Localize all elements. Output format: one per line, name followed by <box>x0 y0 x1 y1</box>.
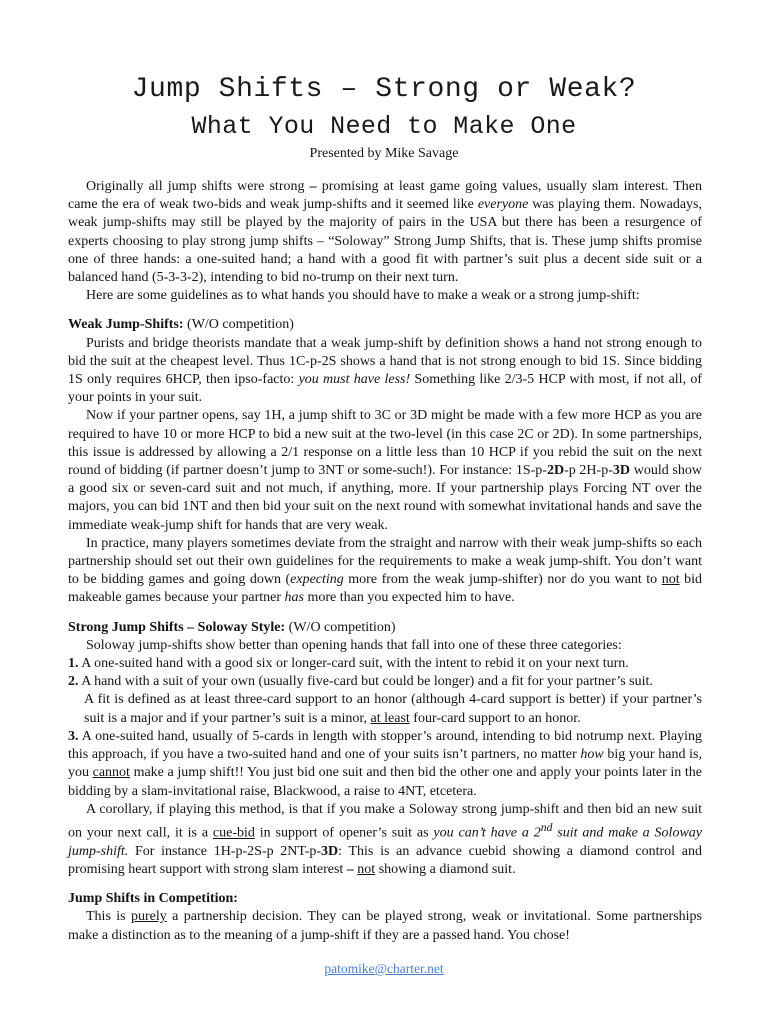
heading-qualifier: (W/O competition) <box>285 619 396 635</box>
document-title: Jump Shifts – Strong or Weak? <box>131 74 637 105</box>
text-run: more from the weak jump-shifter) nor do you want to <box>343 572 662 588</box>
footer <box>0 961 768 977</box>
category-item-1 <box>68 655 702 673</box>
emphasis-text: you must have less! <box>298 372 411 388</box>
weak-paragraph-3 <box>68 535 702 608</box>
emphasis-text: how <box>580 747 604 763</box>
text-run: This is <box>86 909 132 925</box>
text-run: showing a diamond suit. <box>375 861 516 877</box>
corollary-paragraph <box>68 801 702 879</box>
item-number: 1. <box>68 656 79 672</box>
text-run: in support of opener’s suit as <box>254 825 434 841</box>
text-run: – <box>346 861 354 877</box>
text-run: more than you expected him to have. <box>303 590 515 606</box>
emphasis-text: has <box>284 590 304 606</box>
bid-bold: 3D <box>321 843 339 859</box>
intro-paragraph <box>68 178 702 287</box>
underlined-text: not <box>357 861 376 877</box>
section-heading-competition <box>68 890 702 908</box>
document-subtitle: What You Need to Make One <box>191 112 577 141</box>
text-run: promising at least game going values, usually slam interest. Then came the era of weak two-bids and weak jump-shifts and it seemed like <box>68 179 702 213</box>
item-number: 2. <box>68 674 79 690</box>
heading-text: Weak Jump-Shifts: <box>68 317 184 333</box>
email-link[interactable]: patomike@charter.net <box>324 961 444 976</box>
text-run: A fit is defined as at least three-card support to an honor (although 4-card support is better) if your partner’s suit is a major and if your partner’s suit is a minor, <box>84 692 702 726</box>
emphasis-text: everyone <box>477 197 529 213</box>
underlined-text: cannot <box>92 765 130 781</box>
bid-bold: 3D <box>612 463 630 479</box>
section-heading-strong <box>68 619 702 637</box>
underlined-text: at least <box>370 710 410 726</box>
underlined-text: cue-bid <box>212 825 255 841</box>
underlined-text: not <box>661 572 680 588</box>
category-item-2 <box>68 673 702 691</box>
text-run: -p 2H-p- <box>564 463 613 479</box>
category-item-3 <box>68 728 702 801</box>
text-run: For instance 1H-p-2S-p 2NT-p- <box>128 843 322 859</box>
category-item-2-detail <box>68 691 702 727</box>
text-run: – <box>309 179 317 194</box>
heading-text: Jump Shifts in Competition: <box>68 891 238 907</box>
strong-intro: Soloway jump-shifts show better than opening hands that fall into one of these three categories: <box>86 637 622 653</box>
text-run: was playing them. Nowadays, weak jump-shifts may still be played by the majority of pairs in the USA but there has been a resurgence of experts choosing to play strong jump shifts – “Soloway” Strong Jump Shifts, that is. These jump shifts promise one of three hands: a one-suited hand; a hand with a good fit with partner’s suit plus a decent side suit or a balanced hand (5-3-3-2), intending to bid no-trump on their next turn. <box>68 197 703 286</box>
item-number: 3. <box>68 728 79 744</box>
underlined-text: purely <box>131 909 167 925</box>
text-run: Purists and bridge theorists mandate that a weak jump-shift by definition shows a hand not strong enough to bid the suit at the cheapest level. Thus 1C-p-2S shows a hand that is not strong enough to bid 1S. Since bidding 1S only requires 6HCP, then ipso-facto: <box>68 335 702 388</box>
text-run: four-card support to an honor. <box>409 710 581 726</box>
text-run: a partnership decision. They can be played strong, weak or invitational. Some partnerships make a distinction as to the meaning of a jump-shift if they are a passed hand. You chose! <box>68 909 702 943</box>
weak-paragraph-2 <box>68 407 702 534</box>
text-run: make a jump shift!! You just bid one suit and then bid the other one and apply your points later in the bidding by a slam-invitational raise, Blackwood, a raise to 4NT, etcetera. <box>68 765 703 799</box>
byline: Presented by Mike Savage <box>309 146 459 161</box>
text-run: Something like 2/3-5 HCP with most, if not all, of your points in your suit. <box>68 372 702 406</box>
emphasis-text: you can’t have a 2 <box>433 825 541 841</box>
heading-text: Strong Jump Shifts – Soloway Style: <box>68 619 286 635</box>
emphasis-text: expecting <box>290 572 344 588</box>
text-run: : This is an advance cuebid showing a diamond control and promising heart support with strong slam interest <box>68 843 702 877</box>
text-run: In practice, many players sometimes deviate from the straight and narrow with their weak jump-shifts so each partnership should set out their own guidelines for the requirements to make a weak jump-shift. You don’t want to be bidding games and going down ( <box>68 535 702 588</box>
text-run: would show a good six or seven-card suit and not much, if anything, more. If your partnership plays Forcing NT over the majors, you can bid 1NT and then bid your suit on the next round with somewhat invitational hands and save the immediate weak-jump shift for hands that are very weak. <box>68 463 702 533</box>
document-body <box>68 178 702 945</box>
section-heading-weak <box>68 316 702 334</box>
bid-bold: 2D <box>546 463 565 479</box>
superscript-text: nd <box>540 820 553 834</box>
intro-guidelines-paragraph: Here are some guidelines as to what hands you should have to make a weak or a strong jump-shift: <box>86 288 640 304</box>
text-run: A corollary, if playing this method, is that if you make a Soloway strong jump-shift and then bid an new suit on your next call, it is a <box>68 801 702 841</box>
weak-paragraph-1 <box>68 335 702 408</box>
text-run: Originally all jump shifts were strong <box>86 179 310 194</box>
heading-qualifier: (W/O competition) <box>183 317 294 333</box>
text-run: big your hand is, you <box>68 747 702 781</box>
text-run: A one-suited hand with a good six or longer-card suit, with the intent to rebid it on your next turn. <box>78 656 629 672</box>
text-run: bid makeable games because your partner <box>68 572 702 606</box>
text-run: Now if your partner opens, say 1H, a jump shift to 3C or 3D might be made with a few more HCP as you are required to have 10 or more HCP to bid a new suit at the two-level (in this case 2C or 2D). In some partnerships, this issue is addressed by allowing a 2/1 response on a little less than 10 HCP if you rebid the suit on the next round of bidding (if partner doesn’t jump to 3NT or some-such!). For instance: 1S-p- <box>68 408 702 479</box>
text-run: A hand with a suit of your own (usually five-card but could be longer) and a fit for your partner’s suit. <box>78 674 653 690</box>
competition-paragraph <box>68 908 702 944</box>
text-run: A one-suited hand, usually of 5-cards in length with stopper’s around, intending to bid notrump next. Playing this approach, if you have a two-suited hand and one of your suits isn’t partners, no matter <box>68 728 702 763</box>
emphasis-text: suit and make a Soloway jump-shift. <box>68 825 702 859</box>
